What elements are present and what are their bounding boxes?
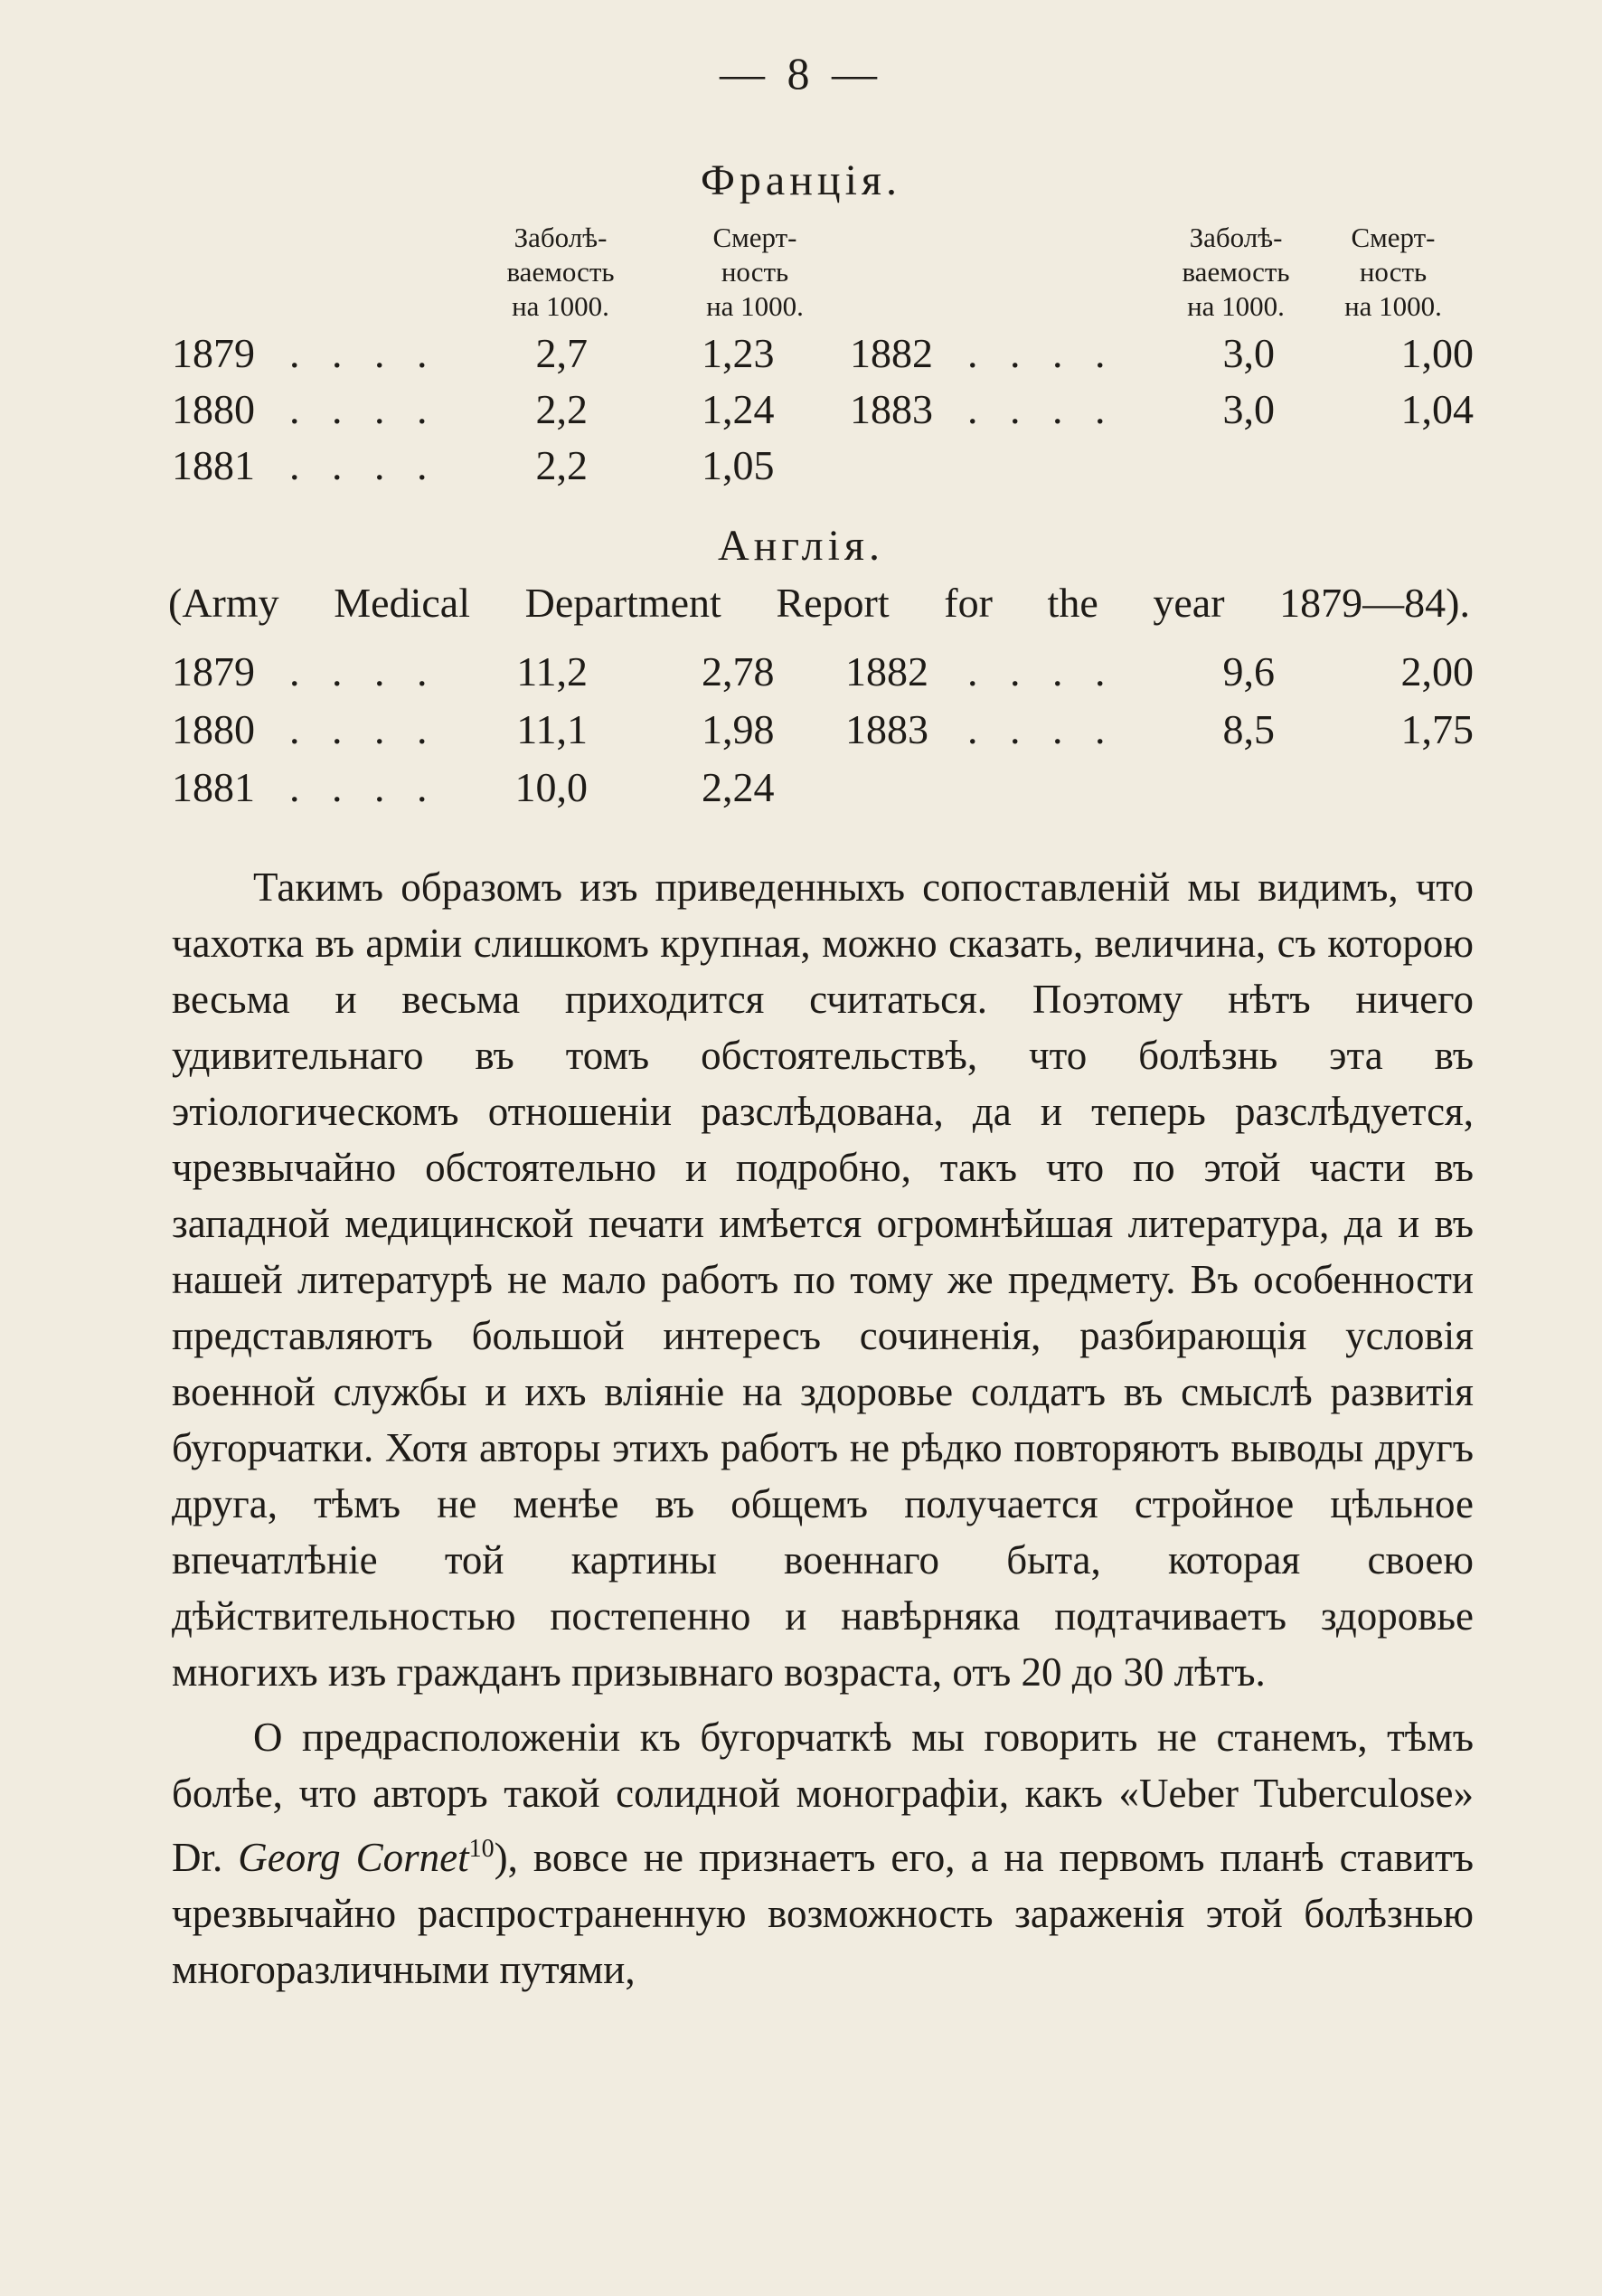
mortality-value: 1,05 [702, 442, 775, 488]
section-title-england: Англія. [718, 522, 884, 570]
mortality-value: 2,24 [702, 764, 775, 810]
morbidity-value: 9,6 [1222, 648, 1275, 694]
header-line: ность [1359, 256, 1428, 288]
table-row-year: 1879 [172, 648, 255, 694]
author-name: Georg Cornet [238, 1835, 469, 1880]
table-row-year: 1881 [172, 442, 255, 488]
header-line: на 1000. [1187, 290, 1285, 322]
france-left-morbidity-header [466, 221, 655, 324]
mortality-value: 2,78 [702, 648, 775, 694]
header-line: ваемость [506, 256, 615, 288]
leader-dots: . . . . [289, 648, 438, 694]
table-row-year: 1882 [850, 330, 933, 376]
mortality-value: 1,23 [702, 330, 775, 376]
morbidity-value: 2,2 [535, 442, 588, 488]
table-row-year: 1883 [850, 386, 933, 432]
leader-dots: . . . . [967, 648, 1117, 694]
paragraph-2 [172, 1709, 1474, 1998]
leader-dots: . . . . [289, 764, 438, 810]
leader-dots: . . . . [967, 330, 1117, 376]
table-row-year: 1882 [845, 648, 928, 694]
morbidity-value: 8,5 [1222, 706, 1275, 752]
mortality-value: 2,00 [1400, 648, 1474, 694]
morbidity-value: 10,0 [514, 764, 588, 810]
table-row-year: 1883 [845, 706, 928, 752]
table-row-year: 1880 [172, 706, 255, 752]
morbidity-value: 11,2 [516, 648, 588, 694]
leader-dots: . . . . [289, 706, 438, 752]
leader-dots: . . . . [289, 442, 438, 488]
header-line: на 1000. [512, 290, 609, 322]
body-text [172, 859, 1474, 1998]
section-title-france: Франція. [700, 156, 901, 204]
mortality-value: 1,00 [1400, 330, 1474, 376]
header-line: Смерт- [1351, 222, 1436, 253]
paragraph-1: Такимъ образомъ изъ приведенныхъ сопоставленій мы видимъ, что чахотка въ арміи слишкомъ крупная, можно сказать, величина, съ которою весьма и весьма приходится считаться. Поэтому нѣтъ ничего удивительнаго въ томъ обстоятельствѣ, что болѣзнь эта въ этіологическомъ отношеніи разслѣдована, да и теперь разслѣдуется, чрезвычайно обстоятельно и подробно, такъ что по этой части въ западной медицинской печати имѣется огромнѣйшая литература, да и въ нашей литературѣ не мало работъ по тому же предмету. Въ особенности представляютъ большой интересъ сочиненія, разбирающія условія военной службы и ихъ вліяніе на здоровье солдатъ въ смыслѣ развитія бугорчатки. Хотя авторы этихъ работъ не рѣдко повторяютъ выводы другъ друга, тѣмъ не менѣе въ общемъ получается стройное цѣльное впечатлѣніе той картины военнаго быта, которая своею дѣйствительностью постепенно и навѣрняка подтачиваетъ здоровье многихъ изъ гражданъ призывнаго возраста, отъ 20 до 30 лѣтъ. [172, 865, 1474, 1695]
leader-dots: . . . . [289, 330, 438, 376]
morbidity-value: 2,2 [535, 386, 588, 432]
table-row-year: 1881 [172, 764, 255, 810]
england-source: (Army Medical Department Report for the year 1879—84). [168, 580, 1470, 626]
morbidity-value: 11,1 [516, 706, 588, 752]
france-left-mortality-header [660, 221, 850, 324]
header-line: Заболѣ- [514, 222, 608, 253]
france-right-mortality-header [1298, 221, 1488, 324]
leader-dots: . . . . [289, 386, 438, 432]
mortality-value: 1,24 [702, 386, 775, 432]
morbidity-value: 3,0 [1222, 386, 1275, 432]
mortality-value: 1,04 [1400, 386, 1474, 432]
morbidity-value: 2,7 [535, 330, 588, 376]
leader-dots: . . . . [967, 706, 1117, 752]
page-number: — 8 — [720, 48, 882, 99]
table-row-year: 1879 [172, 330, 255, 376]
header-line: ность [721, 256, 789, 288]
header-line: на 1000. [1344, 290, 1442, 322]
morbidity-value: 3,0 [1222, 330, 1275, 376]
paragraph-2-text: О предрасположеніи къ бугорчаткѣ мы говорить не станемъ, тѣмъ болѣе, что авторъ такой солидной монографіи, какъ «Ueber Tuberculose» Dr. [172, 1715, 1474, 1880]
header-line: ваемость [1182, 256, 1290, 288]
header-line: Смерт- [712, 222, 797, 253]
table-row-year: 1880 [172, 386, 255, 432]
paragraph-2-text: ), вовсе не признаетъ его, а на первомъ планѣ ставитъ чрезвычайно распространенную возможность зараженія этой болѣзнью многоразличными путями, [172, 1835, 1474, 1992]
mortality-value: 1,98 [702, 706, 775, 752]
footnote-ref: 10 [468, 1835, 495, 1863]
leader-dots: . . . . [967, 386, 1117, 432]
header-line: на 1000. [706, 290, 804, 322]
header-line: Заболѣ- [1189, 222, 1283, 253]
mortality-value: 1,75 [1400, 706, 1474, 752]
